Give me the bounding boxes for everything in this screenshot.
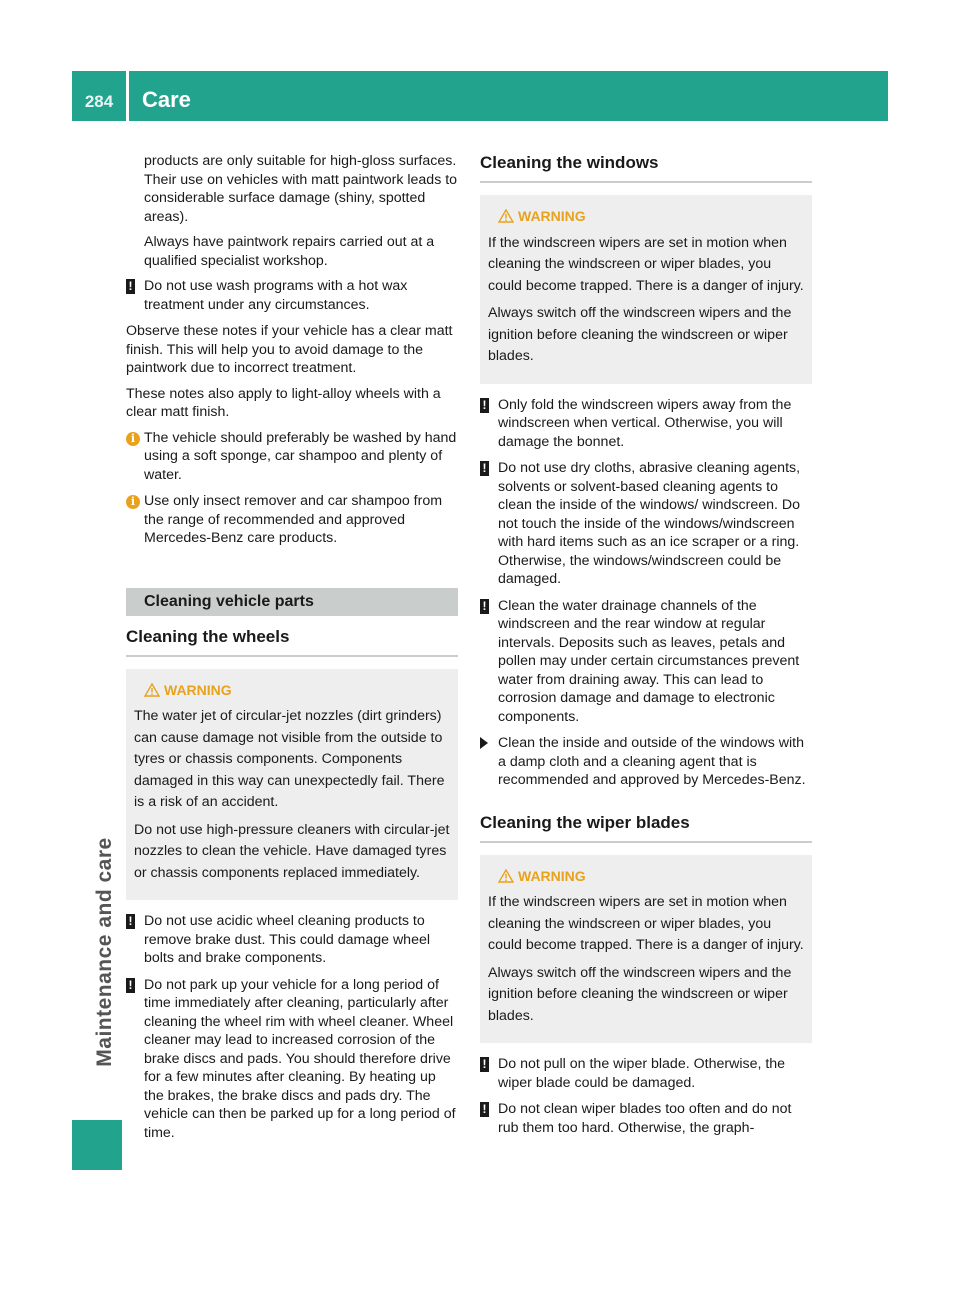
side-tab: [75, 837, 125, 1067]
warning-box: [126, 669, 458, 901]
note-item: [126, 277, 458, 314]
arrow-right-icon: [480, 734, 488, 755]
note-text: Do not park up your vehicle for a long period of time immediately after cleaning, particularly after cleaning the wheel rim with wheel cleaner. Wheel cleaner may lead to increased corrosion of the brake discs and pads. You should therefore drive for a few minutes after cleaning. By heating up the brakes, the brake discs and pads dry. The vehicle can then be parked up for a long period of time.: [144, 976, 456, 1141]
note-item: [126, 912, 458, 968]
subsection-heading: Cleaning the wheels: [126, 626, 458, 657]
warning-title-text: WARNING: [518, 208, 586, 224]
step-item: [480, 734, 812, 790]
note-item: [480, 1055, 812, 1092]
exclamation-icon: !: [480, 396, 489, 415]
note-text: Do not pull on the wiper blade. Otherwise, the wiper blade could be damaged.: [498, 1056, 786, 1091]
note-item: [480, 396, 812, 452]
intro-paragraph: Always have paintwork repairs carried out at a qualified specialist workshop.: [144, 234, 435, 269]
warning-box: [480, 195, 812, 384]
warning-title: [488, 206, 804, 228]
note-text: Do not use dry cloths, abrasive cleaning agents, solvents or solvent-based cleaning agents to clean the inside of the windows/ windscreen. Do not touch the inside of the windows/windscreen with hard items such as an ice scraper or a ring. Otherwise, the windows/windscreen could be damaged.: [498, 460, 801, 587]
exclamation-icon: !: [480, 459, 489, 478]
left-column: [126, 152, 458, 1150]
note-text: Clean the water drainage channels of the windscreen and the rear window at regular intervals. Deposits such as leaves, petals and pollen may under certain circumstances prevent water from draining away. This can lead to corrosion damage and damage to electronic components.: [498, 597, 800, 725]
warning-text: If the windscreen wipers are set in motion when cleaning the windscreen or wiper blades, you could become trapped. There is a danger of injury.: [488, 234, 804, 294]
note-text: Do not use wash programs with a hot wax treatment under any circumstances.: [144, 278, 408, 313]
warning-title: [488, 866, 804, 888]
header-divider: [126, 71, 129, 121]
body-paragraph: These notes also apply to light-alloy wheels with a clear matt finish.: [126, 385, 441, 420]
side-tab-label: Maintenance and care: [93, 837, 116, 1067]
info-item: [126, 429, 458, 485]
right-column: [480, 152, 812, 1145]
note-item: [480, 1100, 812, 1137]
info-icon: i: [126, 492, 140, 511]
note-item: [480, 597, 812, 727]
page-number: 284: [84, 92, 114, 111]
exclamation-icon: !: [126, 277, 135, 296]
body-paragraph: Observe these notes if your vehicle has a clear matt finish. This will help you to avoid damage to the paintwork due to incorrect treatment.: [126, 323, 453, 376]
exclamation-icon: !: [480, 1100, 489, 1119]
subsection-heading: Cleaning the wiper blades: [480, 812, 812, 843]
warning-text: Always switch off the windscreen wipers and the ignition before cleaning the windscreen or wiper blades.: [488, 964, 792, 1024]
info-text: The vehicle should preferably be washed by hand using a soft sponge, car shampoo and plenty of water.: [144, 429, 457, 483]
warning-text: The water jet of circular-jet nozzles (dirt grinders) can cause damage not visible from the outside to tyres or chassis components. Components damaged in this way can unexpectedly fail. There is a risk of an accident.: [134, 708, 445, 810]
note-text: Only fold the windscreen wipers away from the windscreen when vertical. Otherwise, you will damage the bonnet.: [498, 396, 792, 450]
info-icon: i: [126, 429, 140, 448]
step-text: Clean the inside and outside of the windows with a damp cloth and a cleaning agent that is recommended and approved by Mercedes-Benz.: [498, 735, 806, 788]
info-item: [126, 492, 458, 548]
side-tab-marker: [72, 1120, 122, 1170]
exclamation-icon: !: [480, 1055, 489, 1074]
note-text: Do not clean wiper blades too often and do not rub them too hard. Otherwise, the graph-: [498, 1101, 792, 1136]
exclamation-icon: !: [480, 597, 489, 616]
note-item: [126, 976, 458, 1143]
warning-triangle-icon: [498, 869, 514, 883]
warning-text: If the windscreen wipers are set in motion when cleaning the windscreen or wiper blades, you could become trapped. There is a danger of injury.: [488, 894, 804, 953]
warning-title: [134, 680, 450, 702]
page-header: [72, 71, 888, 121]
section-title: Cleaning vehicle parts: [126, 588, 458, 616]
note-item: [480, 459, 812, 589]
info-text: Use only insect remover and car shampoo from the range of recommended and approved Mercedes-Benz care products.: [144, 493, 443, 546]
warning-box: [480, 855, 812, 1044]
intro-paragraph: products are only suitable for high-gloss surfaces. Their use on vehicles with matt paintwork leads to considerable surface damage (shiny, spotted areas).: [144, 153, 458, 225]
subsection-heading: Cleaning the windows: [480, 152, 812, 183]
warning-text: Do not use high-pressure cleaners with circular-jet nozzles to clean the vehicle. Have damaged tyres or chassis components replaced immediately.: [134, 821, 450, 881]
exclamation-icon: !: [126, 976, 135, 995]
exclamation-icon: !: [126, 912, 135, 931]
warning-title-text: WARNING: [518, 867, 586, 884]
chapter-title: Care: [142, 87, 191, 112]
note-text: Do not use acidic wheel cleaning products to remove brake dust. This could damage wheel bolts and brake components.: [144, 913, 431, 966]
warning-title-text: WARNING: [164, 681, 232, 698]
warning-text: Always switch off the windscreen wipers and the ignition before cleaning the windscreen or wiper blades.: [488, 305, 792, 364]
warning-triangle-icon: [144, 683, 160, 697]
warning-triangle-icon: [498, 209, 514, 223]
